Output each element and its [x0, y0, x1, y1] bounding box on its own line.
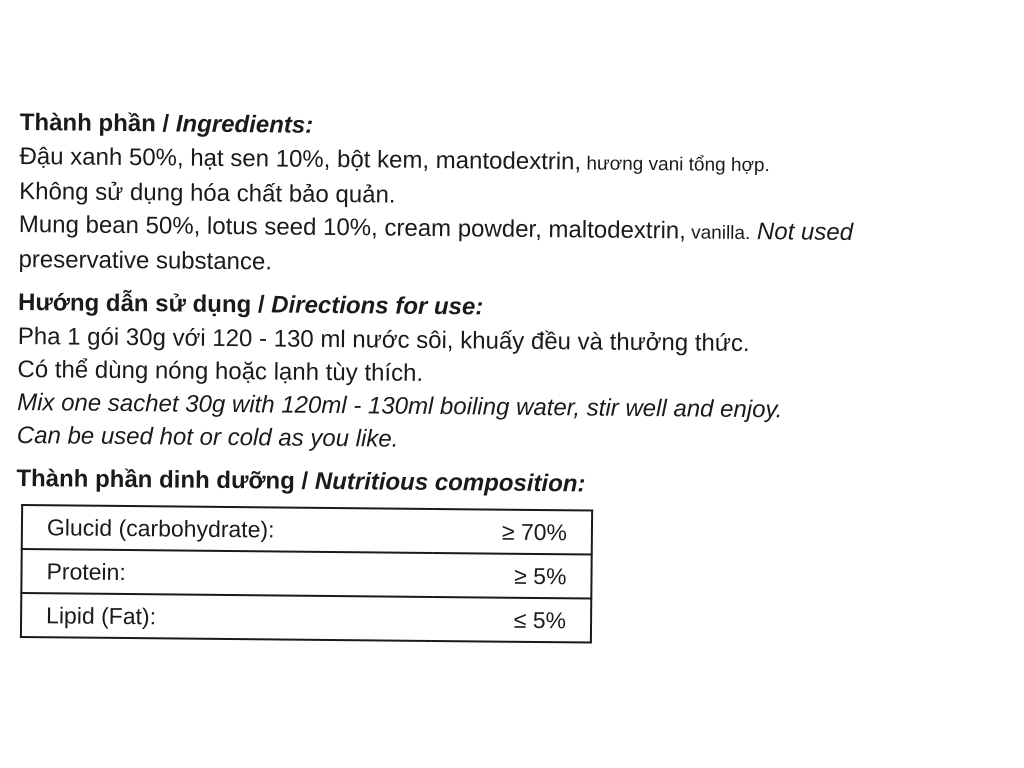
directions-vi-line-1: Pha 1 gói 30g với 120 - 130 ml nước sôi, khuấy đều và thưởng thức.	[17, 322, 750, 358]
table-row	[22, 505, 592, 554]
ingredients-heading-en: Ingredients:	[175, 110, 314, 139]
nutrient-name: Protein:	[21, 549, 432, 597]
nutrition-heading-en: Nutritious composition:	[314, 467, 586, 498]
product-label-text	[15, 106, 1010, 647]
directions-en-line-2: Can be used hot or cold as you like.	[16, 421, 399, 453]
ingredients-heading-vi: Thành phần /	[19, 108, 176, 138]
nutrient-value: ≥ 70%	[433, 509, 592, 555]
directions-vi-line-2: Có thể dùng nóng hoặc lạnh tùy thích.	[17, 355, 424, 387]
ingredients-vi-main: Đậu xanh 50%, hạt sen 10%, bột kem, mantodextrin,	[19, 142, 582, 176]
nutrition-heading-vi: Thành phần dinh dưỡng /	[16, 464, 315, 495]
directions-en-line-1: Mix one sachet 30g with 120ml - 130ml boiling water, stir well and enjoy.	[17, 388, 783, 424]
nutrient-name: Lipid (Fat):	[21, 593, 432, 641]
table-row	[21, 593, 591, 642]
ingredients-en-main: Mung bean 50%, lotus seed 10%, cream powder, maltodextrin,	[18, 210, 687, 245]
ingredients-en-flavor: vanilla.	[685, 222, 751, 245]
directions-heading-en: Directions for use:	[271, 291, 484, 321]
nutrient-name: Glucid (carbohydrate):	[22, 505, 433, 553]
ingredients-vi-line-2: Không sử dụng hóa chất bảo quản.	[19, 177, 396, 209]
ingredients-en-line-2: preservative substance.	[18, 245, 273, 276]
ingredients-vi-flavor: hương vani tổng hợp.	[581, 153, 770, 177]
nutrient-value: ≥ 5%	[432, 553, 591, 599]
ingredients-en-not-used: Not used	[750, 218, 854, 247]
table-row	[21, 549, 591, 598]
nutrient-value: ≤ 5%	[432, 597, 591, 643]
directions-heading-vi: Hướng dẫn sử dụng /	[17, 288, 272, 319]
nutrition-table	[20, 504, 593, 643]
